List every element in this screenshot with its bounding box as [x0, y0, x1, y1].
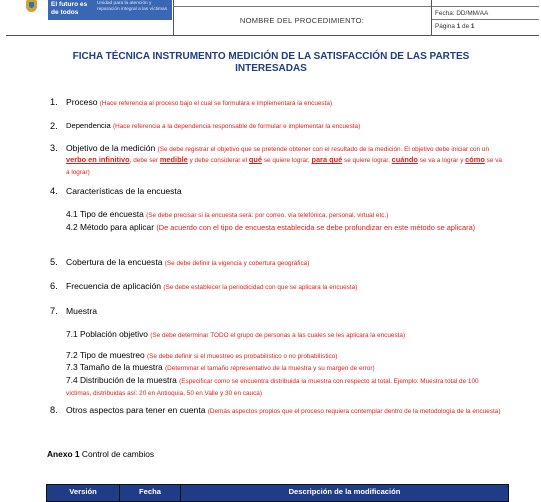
brand-logo — [48, 0, 172, 20]
subitem-tipo-encuesta: 4.1 Tipo de encuesta (Se debe precisar si la encuesta será: por correo, vía telefónica, personal, virtual etc.) — [66, 209, 389, 219]
logo-cell — [6, 0, 174, 36]
subitem-distribucion-muestra: 7.4 Distribución de la muestra (Especificar como se encuentra distribuida la muestra con respecto al total. Ejemplo: Muestra total de 100 víctimas, distribuidas así: 20 en Antioquia, 50 en Valle y 30 en cauca) — [66, 375, 479, 397]
document-title: FICHA TÉCNICA INSTRUMENTO MEDICIÓN DE LA SATISFACCIÓN DE LAS PARTES INTERESADAS — [72, 51, 470, 74]
change-control-table-header — [46, 484, 509, 502]
procedure-cell — [173, 0, 431, 36]
coat-of-arms-icon — [26, 0, 37, 12]
document-header — [6, 0, 538, 36]
col-version: Versión — [69, 487, 97, 496]
date-label: Fecha: DD/MM/AA — [435, 10, 489, 17]
meta-cell — [431, 0, 539, 36]
annex-heading: Anexo 1 Control de cambios — [47, 449, 155, 459]
subitem-tamano-muestra: 7.3 Tamaño de la muestra (Determinar el tamaño representativo de la muestra y su margen de error) — [66, 362, 375, 372]
brand-sub-text: Unidad para la atención y reparación integral a las víctimas — [97, 1, 168, 12]
col-fecha: Fecha — [139, 487, 161, 496]
brand-main-text: El futuro es de todos — [51, 1, 88, 16]
col-descripcion: Descripción de la modificación — [288, 487, 401, 496]
page-indicator: Página 1 de 1 — [435, 23, 475, 30]
subitem-poblacion-objetivo: 7.1 Población objetivo (Se debe determinar TODO el grupo de personas a las cuales se les aplicara la encuesta) — [66, 329, 406, 339]
subitem-tipo-muestreo: 7.2 Tipo de muestreo (Se debe definir si el muestreo es probabilístico o no probabilístico) — [66, 350, 338, 360]
procedure-name-label: NOMBRE DEL PROCEDIMIENTO: — [239, 16, 365, 25]
subitem-metodo-aplicar: 4.2 Método para aplicar (De acuerdo con el tipo de encuesta establecida se debe profundizar en este método se aplicara) — [66, 222, 476, 232]
